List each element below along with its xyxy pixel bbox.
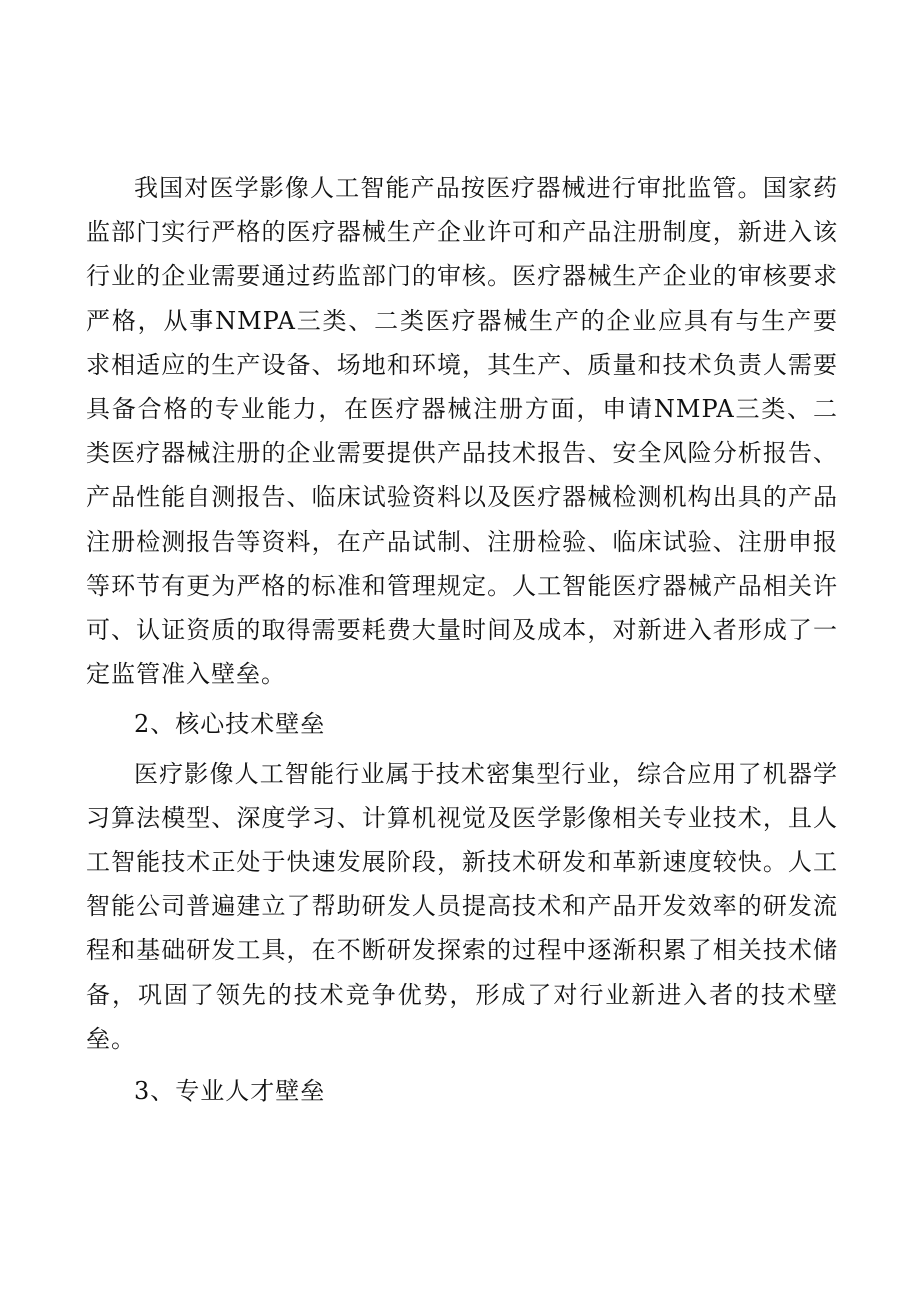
paragraph-regulatory-barrier: 我国对医学影像人工智能产品按医疗器械进行审批监管。国家药监部门实行严格的医疗器械生产企业许可和产品注册制度，新进入该行业的企业需要通过药监部门的审核。医疗器械生产企业的审核要求严格，从事NMPA三类、二类医疗器械生产的企业应具有与生产要求相适应的生产设备、场地和环境，其生产、质量和技术负责人需要具备合格的专业能力，在医疗器械注册方面，申请NMPA三类、二类医疗器械注册的企业需要提供产品技术报告、安全风险分析报告、产品性能自测报告、临床试验资料以及医疗器械检测机构出具的产品注册检测报告等资料，在产品试制、注册检验、临床试验、注册申报等环节有更为严格的标准和管理规定。人工智能医疗器械产品相关许可、认证资质的取得需要耗费大量时间及成本，对新进入者形成了一定监管准入壁垒。 bbox=[86, 174, 838, 689]
document-body bbox=[86, 166, 838, 1113]
paragraph-technology-barrier: 医疗影像人工智能行业属于技术密集型行业，综合应用了机器学习算法模型、深度学习、计算机视觉及医学影像相关专业技术，且人工智能技术正处于快速发展阶段，新技术研发和革新速度较快。人工智能公司普遍建立了帮助研发人员提高技术和产品开发效率的研发流程和基础研发工具，在不断研发探索的过程中逐渐积累了相关技术储备，巩固了领先的技术竞争优势，形成了对行业新进入者的技术壁垒。 bbox=[86, 759, 838, 1053]
section-heading-talent: 3、专业人才壁垒 bbox=[134, 1077, 326, 1106]
section-heading-core-technology: 2、核心技术壁垒 bbox=[134, 710, 326, 739]
